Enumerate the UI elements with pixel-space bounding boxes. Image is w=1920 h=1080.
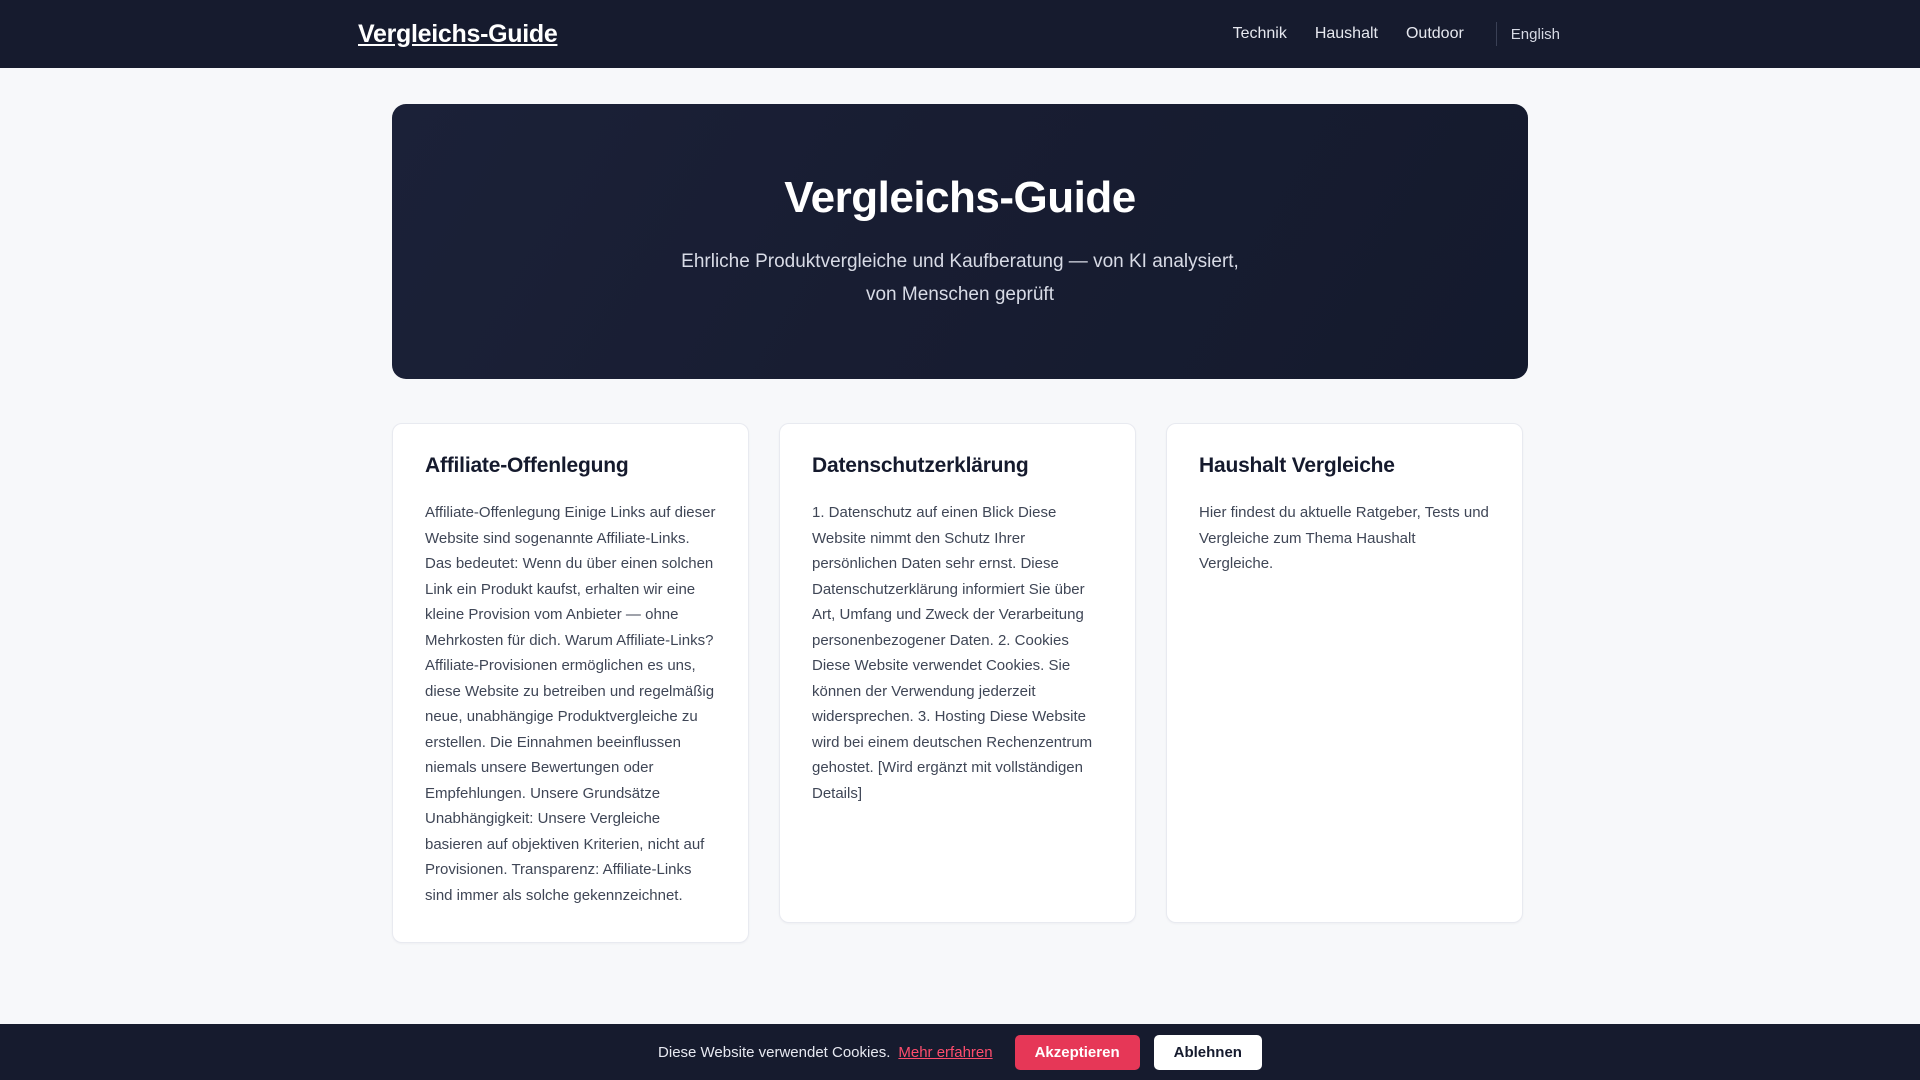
hero-title: Vergleichs-Guide [784,172,1136,222]
nav-divider [1496,22,1497,46]
hero-banner [392,104,1528,379]
cookie-decline-button[interactable]: Ablehnen [1154,1035,1262,1070]
hero-subtitle: Ehrliche Produktvergleiche und Kaufberatung — von KI analysiert, von Menschen geprüft [681,250,1239,305]
brand-logo[interactable]: Vergleichs-Guide [358,19,558,48]
cookie-accept-button[interactable]: Akzeptieren [1015,1035,1140,1070]
card-title: Datenschutzerklärung [812,454,1029,477]
card-body-text: Hier findest du aktuelle Ratgeber, Tests und Vergleiche zum Thema Haushalt Vergleiche. [1199,504,1489,572]
cookie-more-info-link[interactable]: Mehr erfahren [898,1043,993,1061]
nav-links-group [1219,22,1560,46]
card-body-text: 1. Datenschutz auf einen Blick Diese Website nimmt den Schutz Ihrer persönlichen Daten sehr ernst. Diese Datenschutzerklärung informiert Sie über Art, Umfang und Zweck der Verarbeitung personenbezogener Daten. 2. Cookies Diese Website verwendet Cookies. Sie können der Verwendung jederzeit widersprechen. 3. Hosting Diese Website wird bei einem deutschen Rechenzentrum gehostet. [Wird ergänzt mit vollständigen Details] [812,504,1093,802]
nav-link-technik[interactable]: Technik [1232,25,1287,42]
nav-link-outdoor[interactable]: Outdoor [1405,25,1464,42]
page-content [0,104,1920,943]
content-container [392,104,1528,943]
card-haushalt-vergleiche[interactable] [1166,423,1523,923]
cookie-consent-banner [0,1024,1920,1080]
card-title: Affiliate-Offenlegung [425,454,629,477]
card-privacy-policy[interactable] [779,423,1136,923]
cookie-banner-text: Diese Website verwendet Cookies. [658,1043,891,1061]
language-switch-link[interactable]: English [1510,25,1560,43]
card-grid [392,423,1528,943]
nav-link-haushalt[interactable]: Haushalt [1314,25,1378,42]
card-title: Haushalt Vergleiche [1199,454,1395,477]
card-body-text: Affiliate-Offenlegung Einige Links auf dieser Website sind sogenannte Affiliate-Links. Das bedeutet: Wenn du über einen solchen Link ein Produkt kaufst, erhalten wir eine kleine Provision vom Anbieter — ohne Mehrkosten für dich. Warum Affiliate-Links? Affiliate-Provisionen ermöglichen es uns, diese Website zu betreiben und regelmäßig neue, unabhängige Produktvergleiche zu erstellen. Die Einnahmen beeinflussen niemals unsere Bewertungen oder Empfehlungen. Unsere Grundsätze Unabhängigkeit: Unsere Vergleiche basieren auf objektiven Kriterien, nicht auf Provisionen. Transparenz: Affiliate-Links sind immer als solche gekennzeichnet. [425,504,716,904]
top-navbar [0,0,1920,68]
card-affiliate-disclosure[interactable] [392,423,749,943]
